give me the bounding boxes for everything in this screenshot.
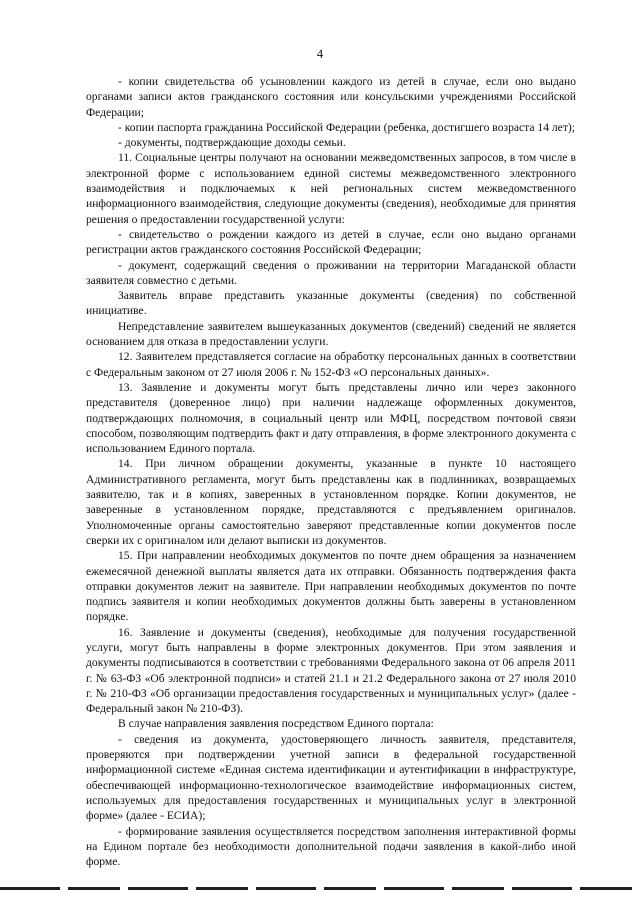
paragraph: - копии паспорта гражданина Российской Федерации (ребенка, достигшего возраста 14 лет);: [118, 120, 575, 134]
page-number: 4: [316, 47, 324, 61]
paragraph: - формирование заявления осуществляется посредством заполнения интерактивной формы на Едином портале без необходимости дополнительной подачи заявления в какой-либо иной форме.: [86, 824, 576, 869]
paragraph: - документы, подтверждающие доходы семьи.: [118, 136, 346, 150]
footer-rule: [0, 887, 640, 890]
paragraph: 16. Заявление и документы (сведения), необходимые для получения государственной услуги, могут быть направлены в форме электронных документов. При этом заявления и документы подписываются в соответствии с требованиями Федерального закона от 06 апреля 2011 г. № 63-ФЗ «Об электронной подписи» и статей 21.1 и 21.2 Федерального закона от 27 июля 2010 г. № 210-ФЗ «Об организации предоставления государственных и муниципальных услуг» (далее - Федеральный закон № 210-ФЗ).: [86, 625, 576, 716]
paragraph: Заявитель вправе представить указанные документы (сведения) по собственной инициативе.: [86, 289, 576, 318]
paragraph: - копии свидетельства об усыновлении каждого из детей в случае, если оно выдано органами записи актов гражданского состояния или консульскими учреждениями Российской Федерации;: [86, 75, 576, 119]
paragraph: - документ, содержащий сведения о проживании на территории Магаданской области заявителя совместно с детьми.: [86, 258, 576, 287]
paragraph: 12. Заявителем представляется согласие на обработку персональных данных в соответствии с Федеральным законом от 27 июля 2006 г. № 152-ФЗ «О персональных данных».: [86, 350, 576, 379]
paragraph: Непредставление заявителем вышеуказанных документов (сведений) сведений не является основанием для отказа в предоставлении услуги.: [86, 319, 576, 349]
paragraph: 13. Заявление и документы могут быть представлены лично или через законного представителя (доверенное лицо) при наличии надлежаще оформленных документов, подтверждающих полномочия, в социальный центр или МФЦ, посредством почтовой связи способом, позволяющим подтвердить факт и дату отправления, в форме электронного документа с использованием Единого портала.: [86, 380, 576, 456]
paragraph: - сведения из документа, удостоверяющего личность заявителя, представителя, проверяются при подтверждении учетной записи в федеральной государственной информационной системе «Единая система идентификации и аутентификации в инфраструктуре, обеспечивающей информационно-технологическое взаимодействие информационных систем, используемых для предоставления государственных и муниципальных услуг в электронной форме» (далее - ЕСИА);: [86, 732, 576, 823]
document-body: [86, 74, 576, 869]
paragraph: 11. Социальные центры получают на основании межведомственных запросов, в том числе в электронной форме с использованием единой системы межведомственного электронного взаимодействия и подключаемых к ней региональных систем межведомственного информационного взаимодействия, следующие документы (сведения), необходимые для принятия решения о предоставлении государственной услуги:: [86, 151, 576, 226]
paragraph: 15. При направлении необходимых документов по почте днем обращения за назначением ежемесячной денежной выплаты является дата их отправки. Обязанность подтверждения факта отправки документов лежит на заявителе. При направлении необходимых документов по почте подпись заявителя и копии необходимых документов должны быть заверены в установленном порядке.: [86, 549, 576, 624]
paragraph: 14. При личном обращении документы, указанные в пункте 10 настоящего Административного регламента, могут быть представлены как в подлинниках, возвращаемых заявителю, так и в копиях, заверенных в установленном порядке. Копии документов, не заверенные в установленном порядке, представляются с предъявлением оригиналов. Уполномоченные органы самостоятельно заверяют представленные копии документов после сверки их с оригиналом или делают выписки из документов.: [86, 457, 576, 547]
paragraph: - свидетельство о рождении каждого из детей в случае, если оно выдано органами регистрации актов гражданского состояния Российской Федерации;: [86, 227, 576, 257]
paragraph: В случае направления заявления посредством Единого портала:: [118, 717, 434, 731]
